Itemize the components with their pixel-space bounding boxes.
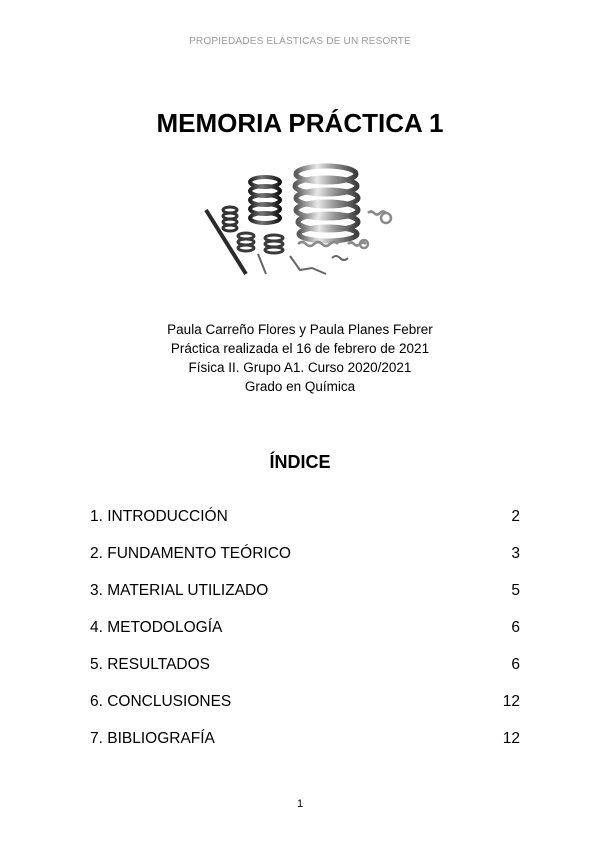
toc-item-page: 3: [511, 545, 520, 562]
table-of-contents: [90, 508, 520, 767]
page-number: 1: [296, 798, 304, 810]
toc-item: [90, 545, 520, 582]
running-header: PROPIEDADES ELÁSTICAS DE UN RESORTE: [189, 36, 411, 47]
toc-item-page: 6: [511, 619, 520, 636]
toc-item-label: 2. FUNDAMENTO TEÓRICO: [90, 545, 291, 562]
authors-line: Paula Carreño Flores y Paula Planes Febrer: [167, 322, 433, 337]
toc-item: [90, 693, 520, 730]
toc-item: [90, 730, 520, 767]
date-line: Práctica realizada el 16 de febrero de 2021: [170, 341, 430, 356]
degree-line: Grado en Química: [244, 379, 356, 394]
toc-item: [90, 656, 520, 693]
author-info: [0, 320, 600, 396]
toc-item-page: 2: [511, 508, 520, 525]
springs-photo: [198, 158, 402, 280]
toc-item-page: 12: [502, 693, 520, 710]
toc-item-label: 7. BIBLIOGRAFÍA: [90, 730, 215, 747]
toc-item: [90, 582, 520, 619]
toc-item-label: 1. INTRODUCCIÓN: [90, 508, 228, 525]
toc-item: [90, 619, 520, 656]
document-title: MEMORIA PRÁCTICA 1: [156, 108, 444, 138]
course-line: Física II. Grupo A1. Curso 2020/2021: [188, 360, 412, 375]
toc-item-page: 6: [511, 656, 520, 673]
toc-item: [90, 508, 520, 545]
toc-item-label: 3. MATERIAL UTILIZADO: [90, 582, 269, 599]
index-heading: ÍNDICE: [269, 452, 331, 472]
toc-item-label: 4. METODOLOGÍA: [90, 619, 223, 636]
toc-item-label: 6. CONCLUSIONES: [90, 693, 232, 710]
toc-item-page: 5: [511, 582, 520, 599]
toc-item-label: 5. RESULTADOS: [90, 656, 211, 673]
toc-item-page: 12: [502, 730, 520, 747]
